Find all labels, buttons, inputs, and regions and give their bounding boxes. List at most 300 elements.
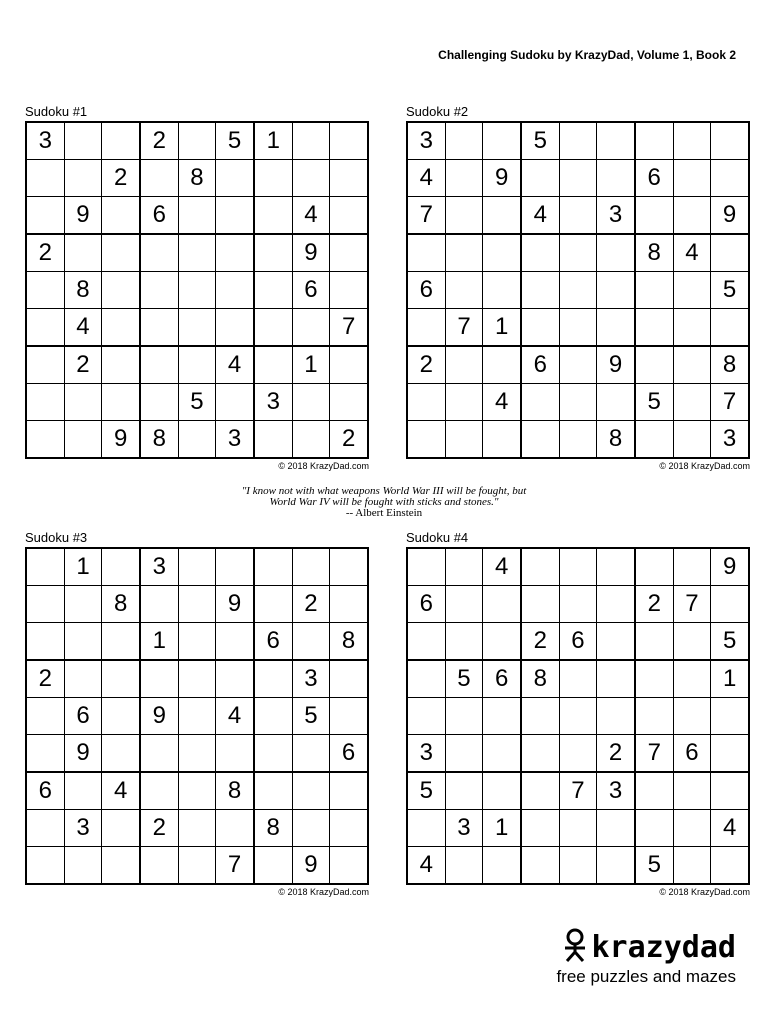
grid-cell (330, 384, 368, 421)
grid-cell (64, 586, 102, 623)
grid-cell (330, 772, 368, 810)
grid-cell: 7 (330, 309, 368, 347)
grid-cell: 5 (407, 772, 445, 810)
grid-cell (216, 735, 254, 773)
grid-cell (254, 309, 292, 347)
grid-cell: 6 (26, 772, 64, 810)
grid-cell: 4 (673, 234, 711, 272)
grid-cell (292, 122, 330, 160)
grid-cell: 9 (597, 346, 635, 384)
grid-cell: 3 (597, 772, 635, 810)
grid-cell: 9 (64, 197, 102, 235)
grid-cell (483, 698, 521, 735)
grid-cell (483, 772, 521, 810)
grid-cell (140, 234, 178, 272)
puzzle-label: Sudoku #4 (406, 530, 469, 545)
grid-cell: 7 (673, 586, 711, 623)
grid-cell (559, 421, 597, 459)
grid-cell (711, 698, 749, 735)
grid-cell (483, 197, 521, 235)
grid-cell (102, 623, 140, 661)
grid-cell (330, 346, 368, 384)
grid-cell (102, 847, 140, 885)
grid-cell: 2 (26, 660, 64, 698)
grid-cell: 3 (711, 421, 749, 459)
grid-cell (597, 548, 635, 586)
grid-cell (559, 847, 597, 885)
grid-cell: 5 (445, 660, 483, 698)
grid-cell (26, 384, 64, 421)
grid-cell (140, 660, 178, 698)
grid-cell (254, 847, 292, 885)
grid-cell: 1 (483, 810, 521, 847)
grid-cell: 3 (407, 735, 445, 773)
grid-cell (597, 810, 635, 847)
grid-cell (26, 160, 64, 197)
grid-cell (254, 346, 292, 384)
grid-cell (254, 660, 292, 698)
grid-cell (140, 735, 178, 773)
grid-cell (330, 197, 368, 235)
grid-row (26, 272, 368, 309)
grid-cell (711, 160, 749, 197)
quote-block (0, 486, 768, 519)
grid-cell: 4 (483, 548, 521, 586)
grid-cell (254, 735, 292, 773)
grid-cell (26, 197, 64, 235)
sudoku-puzzle-3 (25, 530, 369, 897)
grid-cell (635, 772, 673, 810)
grid-cell (673, 272, 711, 309)
sudoku-puzzle-1 (25, 104, 369, 471)
grid-cell (673, 160, 711, 197)
grid-cell: 2 (26, 234, 64, 272)
grid-row (26, 160, 368, 197)
grid-cell (597, 586, 635, 623)
grid-cell (407, 384, 445, 421)
grid-cell (26, 548, 64, 586)
grid-cell: 9 (140, 698, 178, 735)
grid-cell: 5 (711, 623, 749, 661)
grid-cell (102, 548, 140, 586)
grid-cell (330, 272, 368, 309)
grid-cell (292, 623, 330, 661)
grid-cell (178, 847, 216, 885)
sudoku-puzzle-4 (406, 530, 750, 897)
grid-row (407, 847, 749, 885)
grid-row (26, 810, 368, 847)
grid-cell (330, 698, 368, 735)
grid-row (26, 660, 368, 698)
grid-row (407, 346, 749, 384)
grid-cell: 5 (178, 384, 216, 421)
grid-cell (521, 548, 559, 586)
grid-cell: 9 (216, 586, 254, 623)
grid-row (407, 586, 749, 623)
grid-cell: 3 (26, 122, 64, 160)
grid-row (26, 421, 368, 459)
grid-cell (673, 772, 711, 810)
grid-cell (178, 421, 216, 459)
grid-cell (254, 234, 292, 272)
grid-cell (711, 234, 749, 272)
grid-cell (597, 698, 635, 735)
grid-cell (64, 421, 102, 459)
grid-cell (559, 384, 597, 421)
grid-cell (711, 122, 749, 160)
copyright-notice: © 2018 KrazyDad.com (278, 887, 369, 897)
grid-cell (673, 847, 711, 885)
grid-cell: 4 (521, 197, 559, 235)
grid-cell: 9 (711, 197, 749, 235)
grid-cell (330, 548, 368, 586)
grid-cell: 1 (140, 623, 178, 661)
grid-cell (635, 346, 673, 384)
grid-cell (597, 623, 635, 661)
grid-cell (635, 660, 673, 698)
grid-cell (178, 548, 216, 586)
grid-cell (559, 309, 597, 347)
grid-cell (635, 421, 673, 459)
grid-cell (559, 548, 597, 586)
grid-row (26, 548, 368, 586)
grid-cell (445, 234, 483, 272)
grid-cell (635, 122, 673, 160)
grid-cell (521, 272, 559, 309)
grid-cell (330, 810, 368, 847)
grid-cell (216, 548, 254, 586)
grid-cell (711, 772, 749, 810)
sudoku-puzzle-2 (406, 104, 750, 471)
grid-cell (216, 384, 254, 421)
grid-cell (178, 272, 216, 309)
grid-cell (445, 847, 483, 885)
grid-cell: 3 (597, 197, 635, 235)
grid-cell: 2 (521, 623, 559, 661)
grid-cell (597, 384, 635, 421)
page-header-title: Challenging Sudoku by KrazyDad, Volume 1, Book 2 (438, 48, 736, 62)
grid-cell: 7 (216, 847, 254, 885)
grid-cell (292, 810, 330, 847)
grid-cell: 9 (292, 847, 330, 885)
grid-cell (102, 346, 140, 384)
grid-cell (521, 421, 559, 459)
grid-cell (140, 586, 178, 623)
grid-cell (673, 623, 711, 661)
grid-cell: 6 (140, 197, 178, 235)
grid-cell (216, 660, 254, 698)
grid-cell: 8 (521, 660, 559, 698)
grid-cell: 7 (559, 772, 597, 810)
grid-cell: 5 (521, 122, 559, 160)
grid-cell (673, 309, 711, 347)
grid-cell: 6 (521, 346, 559, 384)
grid-cell: 4 (292, 197, 330, 235)
grid-row (407, 810, 749, 847)
quote-line: "I know not with what weapons World War III will be fought, but (241, 485, 527, 497)
grid-row (407, 309, 749, 347)
grid-cell (254, 772, 292, 810)
grid-cell (711, 735, 749, 773)
grid-cell (597, 847, 635, 885)
grid-cell (711, 847, 749, 885)
grid-cell: 4 (102, 772, 140, 810)
sudoku-grid (25, 121, 369, 459)
grid-cell: 6 (673, 735, 711, 773)
grid-cell (102, 698, 140, 735)
grid-cell (483, 847, 521, 885)
grid-cell: 2 (140, 810, 178, 847)
grid-cell: 5 (635, 847, 673, 885)
grid-cell (254, 548, 292, 586)
grid-cell: 2 (635, 586, 673, 623)
grid-cell (521, 384, 559, 421)
grid-cell (140, 309, 178, 347)
grid-cell (521, 847, 559, 885)
grid-cell (407, 623, 445, 661)
grid-cell (102, 735, 140, 773)
grid-row (26, 234, 368, 272)
grid-cell: 5 (635, 384, 673, 421)
logo-wordmark: krazydad (591, 929, 736, 965)
grid-cell (597, 660, 635, 698)
copyright-notice: © 2018 KrazyDad.com (659, 461, 750, 471)
grid-row (407, 772, 749, 810)
grid-cell: 1 (483, 309, 521, 347)
grid-cell (26, 586, 64, 623)
grid-cell (140, 272, 178, 309)
grid-cell: 4 (216, 346, 254, 384)
grid-cell (673, 698, 711, 735)
grid-cell: 8 (64, 272, 102, 309)
grid-cell (64, 772, 102, 810)
stick-figure-icon (562, 928, 588, 967)
grid-cell: 7 (407, 197, 445, 235)
grid-cell (26, 847, 64, 885)
grid-cell (445, 272, 483, 309)
grid-row (26, 735, 368, 773)
grid-cell (635, 272, 673, 309)
grid-cell (26, 272, 64, 309)
grid-cell (673, 421, 711, 459)
grid-cell (559, 197, 597, 235)
grid-row (26, 586, 368, 623)
grid-cell (254, 197, 292, 235)
grid-cell (711, 586, 749, 623)
grid-cell (635, 309, 673, 347)
grid-cell (102, 810, 140, 847)
grid-cell: 4 (64, 309, 102, 347)
grid-cell (292, 384, 330, 421)
grid-cell: 6 (635, 160, 673, 197)
grid-cell (559, 698, 597, 735)
grid-cell (597, 160, 635, 197)
grid-cell (673, 660, 711, 698)
grid-cell (102, 197, 140, 235)
grid-row (26, 309, 368, 347)
grid-cell (635, 810, 673, 847)
grid-cell (635, 623, 673, 661)
grid-cell (140, 772, 178, 810)
grid-cell (445, 772, 483, 810)
grid-cell: 6 (407, 272, 445, 309)
grid-row (26, 197, 368, 235)
grid-cell (521, 698, 559, 735)
grid-cell (597, 234, 635, 272)
grid-cell (483, 122, 521, 160)
grid-cell: 9 (102, 421, 140, 459)
grid-cell (597, 122, 635, 160)
grid-cell: 1 (292, 346, 330, 384)
grid-cell (407, 421, 445, 459)
grid-row (26, 122, 368, 160)
grid-cell (445, 421, 483, 459)
sudoku-grid (406, 121, 750, 459)
grid-row (407, 548, 749, 586)
grid-cell (216, 160, 254, 197)
grid-cell (178, 735, 216, 773)
grid-cell (292, 421, 330, 459)
grid-cell: 2 (102, 160, 140, 197)
grid-cell (140, 847, 178, 885)
grid-cell (330, 234, 368, 272)
grid-row (407, 160, 749, 197)
grid-cell (330, 160, 368, 197)
grid-row (407, 384, 749, 421)
grid-cell: 2 (140, 122, 178, 160)
grid-cell: 3 (64, 810, 102, 847)
grid-cell (140, 160, 178, 197)
grid-cell: 6 (292, 272, 330, 309)
puzzle-label: Sudoku #2 (406, 104, 469, 119)
grid-cell (64, 847, 102, 885)
grid-cell (445, 384, 483, 421)
grid-cell: 9 (292, 234, 330, 272)
grid-cell (216, 309, 254, 347)
grid-cell (407, 309, 445, 347)
grid-row (407, 660, 749, 698)
grid-cell: 4 (216, 698, 254, 735)
grid-cell (483, 346, 521, 384)
grid-cell (559, 735, 597, 773)
sudoku-grid (406, 547, 750, 885)
grid-cell: 8 (711, 346, 749, 384)
grid-cell (102, 384, 140, 421)
grid-cell: 4 (483, 384, 521, 421)
grid-cell: 8 (597, 421, 635, 459)
grid-cell (445, 623, 483, 661)
grid-cell (559, 272, 597, 309)
copyright-notice: © 2018 KrazyDad.com (278, 461, 369, 471)
grid-cell (178, 586, 216, 623)
grid-cell: 2 (292, 586, 330, 623)
grid-cell (483, 735, 521, 773)
grid-cell: 3 (254, 384, 292, 421)
grid-cell (102, 234, 140, 272)
grid-cell (254, 698, 292, 735)
grid-cell (292, 735, 330, 773)
grid-cell (445, 346, 483, 384)
grid-cell (559, 160, 597, 197)
grid-cell: 6 (407, 586, 445, 623)
grid-cell (178, 197, 216, 235)
grid-cell: 8 (178, 160, 216, 197)
logo-tagline: free puzzles and mazes (556, 967, 736, 986)
grid-cell (178, 772, 216, 810)
grid-cell (26, 346, 64, 384)
grid-cell (559, 586, 597, 623)
sudoku-grid (25, 547, 369, 885)
quote-author: -- Albert Einstein (345, 507, 423, 519)
grid-cell (559, 346, 597, 384)
grid-row (407, 122, 749, 160)
grid-row (26, 384, 368, 421)
grid-cell: 7 (711, 384, 749, 421)
grid-cell: 9 (483, 160, 521, 197)
grid-cell (597, 272, 635, 309)
grid-cell (140, 384, 178, 421)
grid-cell (102, 309, 140, 347)
grid-cell (407, 234, 445, 272)
grid-cell: 3 (140, 548, 178, 586)
grid-cell (64, 660, 102, 698)
grid-cell (64, 623, 102, 661)
grid-cell (407, 698, 445, 735)
grid-cell: 6 (64, 698, 102, 735)
grid-cell (673, 346, 711, 384)
grid-cell (635, 197, 673, 235)
grid-row (407, 272, 749, 309)
grid-cell (216, 234, 254, 272)
grid-cell (521, 772, 559, 810)
grid-cell: 2 (64, 346, 102, 384)
grid-cell: 8 (254, 810, 292, 847)
grid-cell: 6 (483, 660, 521, 698)
grid-cell: 6 (330, 735, 368, 773)
grid-cell: 4 (711, 810, 749, 847)
grid-cell (635, 698, 673, 735)
grid-cell (407, 548, 445, 586)
grid-cell (521, 309, 559, 347)
grid-cell (407, 660, 445, 698)
grid-cell (216, 810, 254, 847)
grid-cell (330, 122, 368, 160)
grid-cell (445, 586, 483, 623)
grid-cell (140, 346, 178, 384)
grid-cell (521, 160, 559, 197)
grid-cell (178, 810, 216, 847)
grid-cell (254, 421, 292, 459)
grid-cell (292, 548, 330, 586)
krazydad-logo (536, 928, 736, 987)
puzzle-label: Sudoku #3 (25, 530, 88, 545)
grid-cell: 9 (711, 548, 749, 586)
grid-cell: 9 (64, 735, 102, 773)
grid-cell: 6 (254, 623, 292, 661)
grid-cell (483, 272, 521, 309)
grid-cell: 8 (102, 586, 140, 623)
grid-cell: 5 (216, 122, 254, 160)
grid-cell (445, 197, 483, 235)
grid-cell (102, 272, 140, 309)
grid-cell (26, 810, 64, 847)
grid-row (407, 623, 749, 661)
grid-cell (635, 548, 673, 586)
grid-cell (673, 384, 711, 421)
grid-cell (102, 660, 140, 698)
grid-cell (407, 810, 445, 847)
grid-cell: 1 (254, 122, 292, 160)
